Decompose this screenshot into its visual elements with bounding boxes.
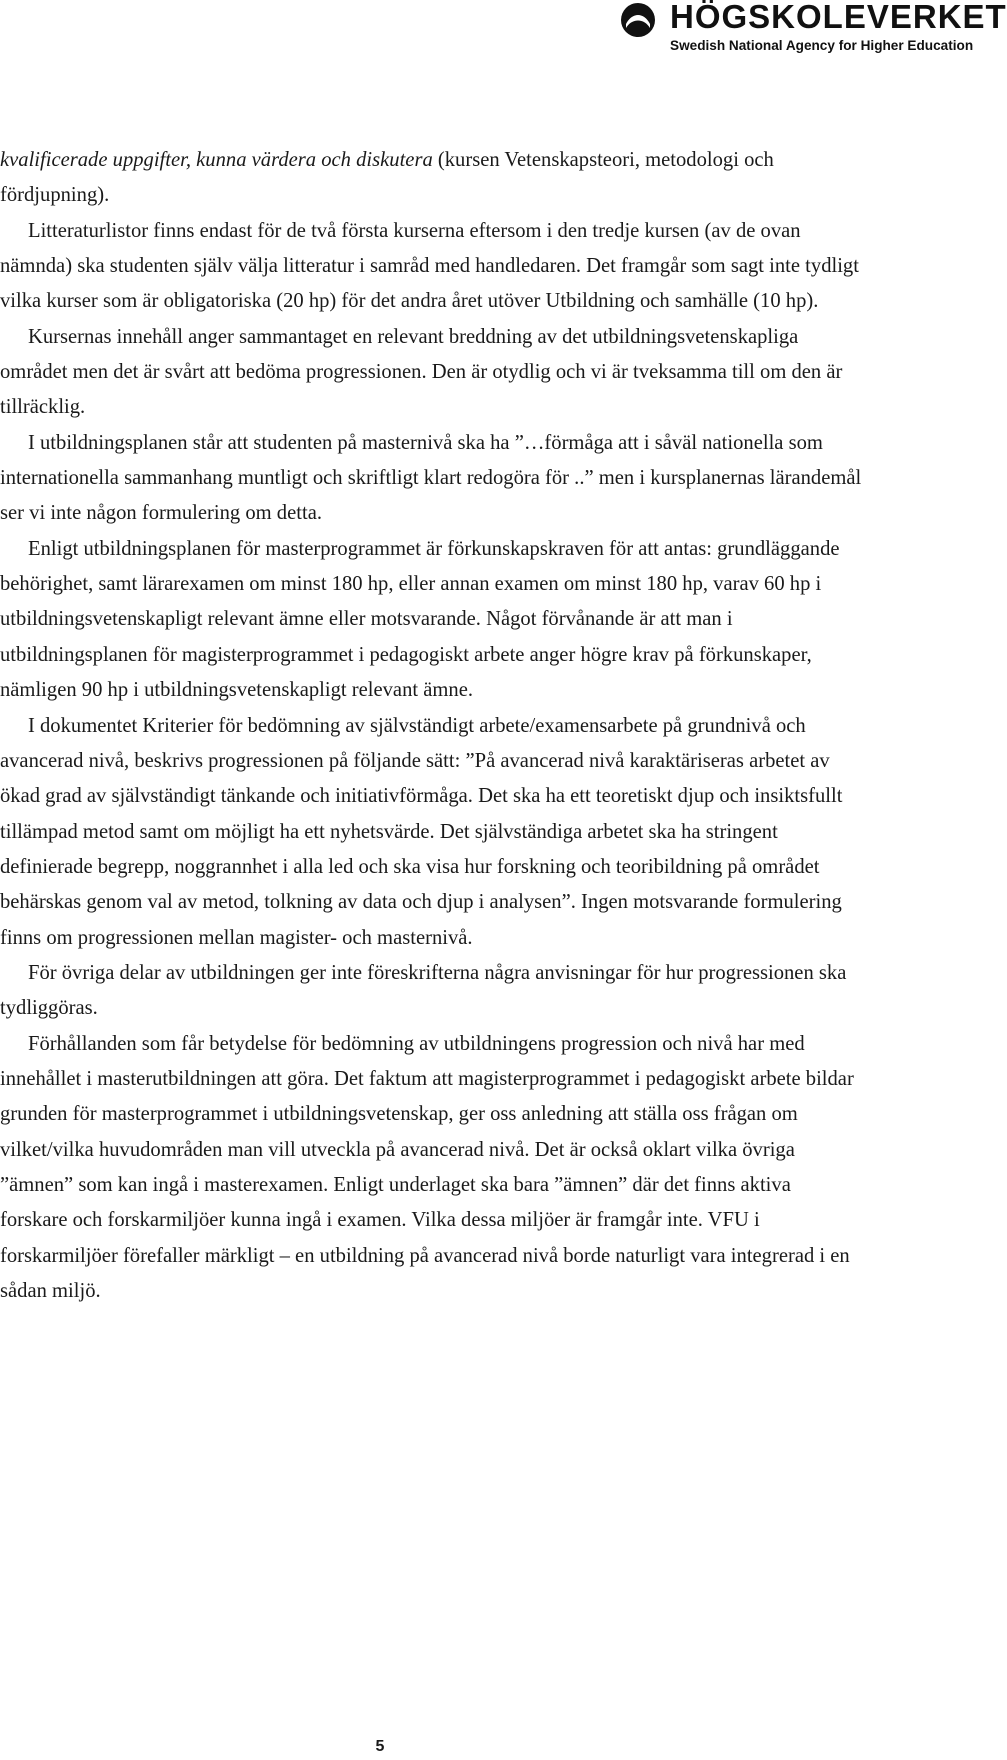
logo-name: HÖGSKOLEVERKET [670,0,1007,35]
paragraph-1 [0,143,862,214]
paragraph-6: I dokumentet Kriterier för bedömning av självständigt arbete/examensarbete på grundnivå och avancerad nivå, beskrivs progressionen på följande sätt: ”På avancerad nivå karaktäriseras arbetet av ökad grad av självständigt tänkande och initiativförmåga. Det ska ha ett teoretiskt djup och insiktsfullt tillämpad metod samt om möjligt ha ett nyhetsvärde. Det självständiga arbetet ska ha stringent definierade begrepp, noggrannhet i alla led och ska visa hur forskning och teoribildning på området behärskas genom val av metod, tolkning av data och djup i analysen”. Ingen motsvarande formulering finns om progressionen mellan magister- och masternivå. [0,714,843,949]
paragraph-3: Kursernas innehåll anger sammantaget en relevant breddning av det utbildningsvetenskapliga området men det är svårt att bedöma progressionen. Den är otydlig och vi är tveksamma till om den är tillräcklig. [0,325,843,419]
logo-subtitle: Swedish National Agency for Higher Education [670,38,974,53]
paragraph-4: I utbildningsplanen står att studenten på masternivå ska ha ”…förmåga att i såväl nationella som internationella sammanhang muntligt och skriftligt klart redogöra för ..” men i kursplanernas lärandemål ser vi inte någon formulering om detta. [0,431,862,525]
agency-logo [590,0,1007,60]
paragraph-7: För övriga delar av utbildningen ger inte föreskrifterna några anvisningar för hur progressionen ska tydliggöras. [0,961,847,1020]
paragraph-8: Förhållanden som får betydelse för bedömning av utbildningens progression och nivå har med innehållet i masterutbildningen att göra. Det faktum att magisterprogrammet i pedagogiskt arbete bildar grunden för masterprogrammet i utbildningsvetenskap, ger oss anledning att ställa oss frågan om vilket/vilka huvudområden man vill utveckla på avancerad nivå. Det är också oklart vilka övriga ”ämnen” som kan ingå i masterexamen. Enligt underlaget ska bara ”ämnen” där det finns aktiva forskare och forskarmiljöer kunna ingå i examen. Vilka dessa miljöer är framgår inte. VFU i forskarmiljöer förefaller märkligt – en utbildning på avancerad nivå borde naturligt vara integrerad i en sådan miljö. [0,1032,854,1302]
logo-emblem-icon [620,2,656,38]
paragraph-5: Enligt utbildningsplanen för masterprogrammet är förkunskapskraven för att antas: grundläggande behörighet, samt lärarexamen om minst 180 hp, eller annan examen om minst 180 hp, varav 60 hp i utbildningsvetenskapligt relevant ämne eller motsvarande. Något förvånande är att man i utbildningsplanen för magisterprogrammet i pedagogiskt arbete anger högre krav på förkunskaper, nämligen 90 hp i utbildningsvetenskapligt relevant ämne. [0,537,840,702]
italic-phrase: kvalificerade uppgifter, kunna värdera och diskutera [0,149,433,171]
page-number: 5 [375,1738,385,1755]
paragraph-2: Litteraturlistor finns endast för de två första kurserna eftersom i den tredje kursen (av de ovan nämnda) ska studenten själv välja litteratur i samråd med handledaren. Det framgår som sagt inte tydligt vilka kurser som är obligatoriska (20 hp) för det andra året utöver Utbildning och samhälle (10 hp). [0,219,859,313]
document-body [0,143,862,1309]
paragraph-1-text: (kursen Vetenskapsteori, metodologi och fördjupning). [0,149,774,207]
